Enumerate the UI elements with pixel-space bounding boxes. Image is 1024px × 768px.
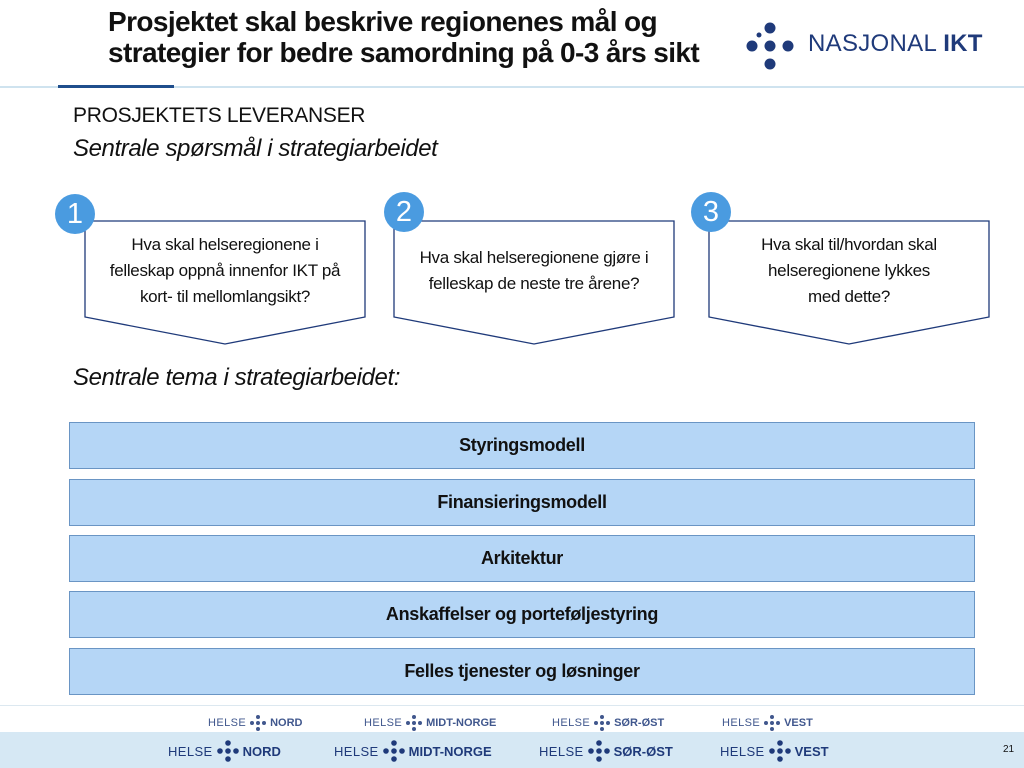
footer-band xyxy=(0,732,1024,768)
theme-bar-arkitektur: Arkitektur xyxy=(69,535,975,582)
helse-dots-icon xyxy=(382,739,406,763)
region-name: VEST xyxy=(784,717,813,729)
theme-bar-felles-tjenester: Felles tjenester og løsninger xyxy=(69,648,975,695)
helse-nord-logo xyxy=(168,739,281,763)
helse-midt-norge-logo xyxy=(334,739,492,763)
region-name: SØR-ØST xyxy=(614,717,665,729)
page-title-line-1: Prosjektet skal beskrive regionenes mål og xyxy=(108,6,658,37)
helse-prefix: HELSE xyxy=(208,717,247,729)
question-text: Hva skal helseregionene gjøre i felleskap de neste tre årene? xyxy=(419,248,649,293)
helse-nord-logo-small xyxy=(208,714,302,732)
helse-prefix: HELSE xyxy=(168,743,213,759)
helse-dots-icon xyxy=(593,714,611,732)
region-name: MIDT-NORGE xyxy=(408,743,492,759)
helse-dots-icon xyxy=(216,739,240,763)
footer-divider xyxy=(0,705,1024,706)
nasjonal-ikt-logo xyxy=(744,20,1004,70)
helse-dots-icon xyxy=(587,739,611,763)
helse-prefix: HELSE xyxy=(364,717,403,729)
page-title xyxy=(108,6,738,68)
helse-dots-icon xyxy=(763,714,781,732)
helse-prefix: HELSE xyxy=(720,743,765,759)
theme-bar-styringsmodell: Styringsmodell xyxy=(69,422,975,469)
region-name: VEST xyxy=(794,743,829,759)
themes-title: Sentrale tema i strategiarbeidet: xyxy=(73,364,400,391)
theme-bar-anskaffelser: Anskaffelser og porteføljestyring xyxy=(69,591,975,638)
helse-vest-logo xyxy=(720,739,829,763)
helse-prefix: HELSE xyxy=(552,717,591,729)
helse-dots-icon xyxy=(405,714,423,732)
region-name: NORD xyxy=(242,743,281,759)
question-text: Hva skal til/hvordan skal helseregionene lykkes med dette? xyxy=(761,235,937,306)
theme-bar-finansieringsmodell: Finansieringsmodell xyxy=(69,479,975,526)
helse-prefix: HELSE xyxy=(722,717,761,729)
logo-text-bold: IKT xyxy=(943,30,983,57)
header-accent-line xyxy=(58,85,174,88)
helse-prefix: HELSE xyxy=(539,743,584,759)
question-text: Hva skal helseregionene i felleskap oppnå innenfor IKT på kort- til mellomlangsikt? xyxy=(109,235,341,306)
question-box-3 xyxy=(708,220,990,346)
section-label: PROSJEKTETS LEVERANSER xyxy=(73,104,366,127)
page-title-line-2: strategier for bedre samordning på 0-3 års sikt xyxy=(108,37,700,68)
region-name: SØR-ØST xyxy=(613,743,673,759)
logo-text-regular: NASJONAL xyxy=(808,30,944,57)
dots-cross-logo-icon xyxy=(744,20,796,72)
logo-text xyxy=(808,30,983,58)
number-badge-3: 3 xyxy=(691,192,731,232)
number-badge-2: 2 xyxy=(384,192,424,232)
helse-prefix: HELSE xyxy=(334,743,379,759)
question-box-2 xyxy=(393,220,675,346)
region-name: MIDT-NORGE xyxy=(426,717,497,729)
question-box-1 xyxy=(84,220,366,346)
helse-sor-ost-logo xyxy=(539,739,673,763)
page-number: 21 xyxy=(1003,744,1015,755)
helse-sor-ost-logo-small xyxy=(552,714,664,732)
questions-title: Sentrale spørsmål i strategiarbeidet xyxy=(73,135,438,162)
helse-midt-norge-logo-small xyxy=(364,714,496,732)
helse-vest-logo-small xyxy=(722,714,813,732)
helse-dots-icon xyxy=(249,714,267,732)
region-name: NORD xyxy=(270,717,303,729)
helse-dots-icon xyxy=(768,739,792,763)
number-badge-1: 1 xyxy=(55,194,95,234)
